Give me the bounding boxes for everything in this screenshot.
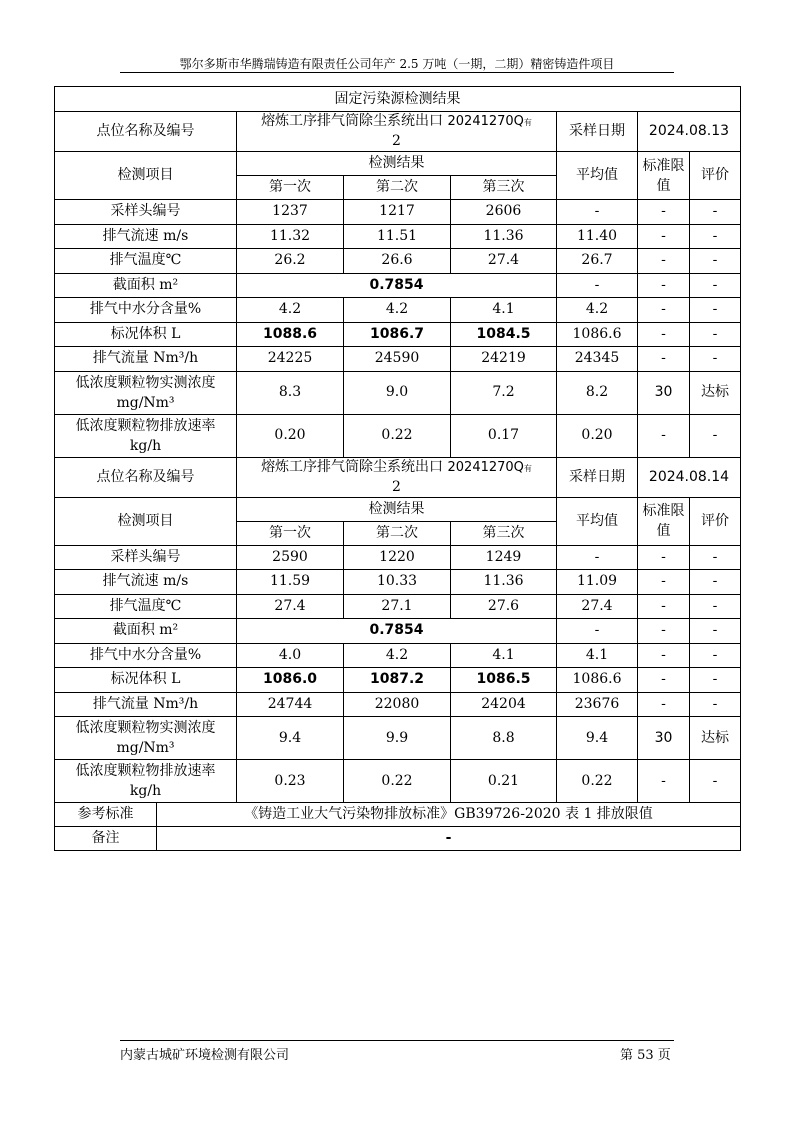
remarks-value: -	[157, 827, 741, 851]
value-eval: -	[690, 619, 741, 644]
row-label	[55, 668, 237, 693]
limit-header: 标准限值	[638, 497, 690, 545]
table-row	[55, 457, 741, 497]
value-third: 8.8	[451, 717, 557, 760]
value-average: -	[557, 619, 638, 644]
merged-value: 0.7854	[237, 273, 557, 298]
sample-date-label: 采样日期	[557, 457, 638, 497]
value-limit: -	[638, 298, 690, 323]
value-limit: -	[638, 545, 690, 570]
value-average: -	[557, 200, 638, 225]
row-label-text: 排气中水分含量%	[89, 301, 202, 318]
table-row	[55, 717, 741, 760]
value-second: 4.2	[344, 298, 451, 323]
value-first: 24225	[237, 347, 344, 372]
value-third: 4.1	[451, 643, 557, 668]
row-label	[55, 414, 237, 457]
row-label-text: 排气温度℃	[109, 597, 182, 614]
item-header: 检测项目	[55, 152, 237, 200]
value-third: 2606	[451, 200, 557, 225]
limit-header: 标准限值	[638, 152, 690, 200]
value-limit: -	[638, 594, 690, 619]
first-header: 第一次	[237, 176, 344, 200]
value-first: 24744	[237, 692, 344, 717]
row-label	[55, 224, 237, 249]
value-average: 0.20	[557, 414, 638, 457]
value-first: 26.2	[237, 249, 344, 274]
value-second: 11.51	[344, 224, 451, 249]
value-limit: -	[638, 347, 690, 372]
value-limit: -	[638, 273, 690, 298]
row-label-text: 采样头编号	[110, 203, 181, 220]
table-row	[55, 371, 741, 414]
eval-header: 评价	[690, 152, 741, 200]
row-label	[55, 717, 237, 760]
value-second: 9.0	[344, 371, 451, 414]
value-third: 11.36	[451, 224, 557, 249]
remarks-label: 备注	[55, 827, 157, 851]
third-header: 第三次	[451, 176, 557, 200]
row-label	[55, 643, 237, 668]
value-eval: -	[690, 322, 741, 347]
value-average: 8.2	[557, 371, 638, 414]
location-main: 熔炼工序排气筒除尘系统出口	[261, 458, 448, 475]
value-second: 1087.2	[344, 668, 451, 693]
table-row	[55, 803, 741, 827]
third-header: 第三次	[451, 521, 557, 545]
avg-header: 平均值	[557, 497, 638, 545]
value-second: 10.33	[344, 570, 451, 595]
location-label: 点位名称及编号	[55, 112, 237, 152]
value-first: 1088.6	[237, 322, 344, 347]
value-eval: -	[690, 224, 741, 249]
value-average: 23676	[557, 692, 638, 717]
value-limit: -	[638, 224, 690, 249]
value-first: 1086.0	[237, 668, 344, 693]
location-main: 熔炼工序排气筒除尘系统出口	[261, 113, 448, 129]
row-label-text: 标况体积 L	[110, 325, 181, 342]
second-header: 第二次	[344, 176, 451, 200]
table-row	[55, 249, 741, 274]
sample-date-label: 采样日期	[557, 112, 638, 152]
row-label-text: 截面积 m²	[112, 276, 179, 293]
value-third: 1086.5	[451, 668, 557, 693]
row-label-text: 排气温度℃	[109, 252, 182, 269]
value-third: 0.21	[451, 760, 557, 803]
footer-company: 内蒙古城矿环境检测有限公司	[120, 1048, 290, 1063]
value-limit: -	[638, 643, 690, 668]
document-header-title: 鄂尔多斯市华腾瑞铸造有限责任公司年产 2.5 万吨（一期，二期）精密铸造件项目	[179, 57, 615, 71]
location-code: 20241270Q	[447, 114, 524, 129]
value-eval: -	[690, 594, 741, 619]
table-row	[55, 497, 741, 521]
row-label	[55, 760, 237, 803]
value-limit: -	[638, 249, 690, 274]
row-label-unit: kg/h	[129, 783, 162, 799]
value-eval: -	[690, 545, 741, 570]
table-row	[55, 414, 741, 457]
row-label	[55, 545, 237, 570]
merged-value: 0.7854	[237, 619, 557, 644]
value-first: 0.23	[237, 760, 344, 803]
value-eval: -	[690, 668, 741, 693]
avg-header: 平均值	[557, 152, 638, 200]
value-limit: -	[638, 692, 690, 717]
value-third: 1249	[451, 545, 557, 570]
value-second: 24590	[344, 347, 451, 372]
value-first: 11.32	[237, 224, 344, 249]
row-label-text: 排气中水分含量%	[89, 646, 202, 663]
location-sub: 有	[523, 118, 532, 127]
value-second: 1086.7	[344, 322, 451, 347]
row-label	[55, 322, 237, 347]
value-average: 11.09	[557, 570, 638, 595]
row-label-unit: mg/Nm³	[116, 740, 175, 756]
value-first: 27.4	[237, 594, 344, 619]
sample-date-value: 2024.08.13	[638, 112, 741, 152]
table-row	[55, 322, 741, 347]
value-third: 0.17	[451, 414, 557, 457]
row-label-text: 低浓度颗粒物排放速率	[75, 417, 216, 434]
value-average: 26.7	[557, 249, 638, 274]
value-average: 9.4	[557, 717, 638, 760]
value-average: 4.1	[557, 643, 638, 668]
value-average: 27.4	[557, 594, 638, 619]
row-label	[55, 594, 237, 619]
value-second: 26.6	[344, 249, 451, 274]
value-limit: -	[638, 414, 690, 457]
value-second: 0.22	[344, 414, 451, 457]
results-header: 检测结果	[237, 152, 557, 176]
results-header: 检测结果	[237, 497, 557, 521]
value-first: 11.59	[237, 570, 344, 595]
value-eval: 达标	[690, 371, 741, 414]
value-average: -	[557, 273, 638, 298]
value-eval: -	[690, 249, 741, 274]
value-first: 9.4	[237, 717, 344, 760]
value-limit: -	[638, 322, 690, 347]
row-label-text: 低浓度颗粒物实测浓度	[75, 374, 216, 391]
value-second: 1220	[344, 545, 451, 570]
value-average: 1086.6	[557, 668, 638, 693]
row-label	[55, 347, 237, 372]
row-label-text: 排气流量 Nm³/h	[92, 350, 199, 367]
value-third: 24219	[451, 347, 557, 372]
table-row	[55, 273, 741, 298]
row-label-text: 排气流速 m/s	[102, 227, 189, 244]
table-row	[55, 152, 741, 176]
value-limit: -	[638, 570, 690, 595]
row-label-text: 低浓度颗粒物排放速率	[75, 763, 216, 779]
value-average: 24345	[557, 347, 638, 372]
value-second: 22080	[344, 692, 451, 717]
value-eval: 达标	[690, 717, 741, 760]
value-second: 27.1	[344, 594, 451, 619]
value-first: 2590	[237, 545, 344, 570]
value-eval: -	[690, 347, 741, 372]
sample-date-value: 2024.08.14	[638, 457, 741, 497]
value-second: 4.2	[344, 643, 451, 668]
value-limit: -	[638, 760, 690, 803]
location-code: 20241270Q	[447, 459, 524, 475]
table-row	[55, 619, 741, 644]
value-third: 1084.5	[451, 322, 557, 347]
value-third: 11.36	[451, 570, 557, 595]
table-title: 固定污染源检测结果	[55, 87, 741, 112]
location-tail: 2	[392, 133, 401, 149]
value-first: 1237	[237, 200, 344, 225]
table-row	[55, 200, 741, 225]
footer-rule	[120, 1040, 674, 1041]
row-label	[55, 249, 237, 274]
eval-header: 评价	[690, 497, 741, 545]
header-rule	[120, 72, 674, 73]
value-limit: -	[638, 668, 690, 693]
value-third: 7.2	[451, 371, 557, 414]
table-row	[55, 224, 741, 249]
value-eval: -	[690, 760, 741, 803]
row-label	[55, 273, 237, 298]
value-average: 11.40	[557, 224, 638, 249]
value-eval: -	[690, 570, 741, 595]
row-label	[55, 200, 237, 225]
value-limit: -	[638, 200, 690, 225]
item-header: 检测项目	[55, 497, 237, 545]
value-third: 24204	[451, 692, 557, 717]
table-row	[55, 570, 741, 595]
row-label-text: 采样头编号	[110, 548, 181, 565]
value-eval: -	[690, 273, 741, 298]
row-label-unit: mg/Nm³	[116, 394, 175, 411]
row-label	[55, 570, 237, 595]
row-label-text: 截面积 m²	[112, 622, 179, 639]
first-header: 第一次	[237, 521, 344, 545]
value-second: 9.9	[344, 717, 451, 760]
row-label-text: 低浓度颗粒物实测浓度	[75, 720, 216, 736]
location-value	[237, 457, 557, 497]
row-label-text: 标况体积 L	[110, 671, 181, 688]
emission-results-table	[54, 86, 741, 851]
value-limit: 30	[638, 717, 690, 760]
location-sub: 有	[523, 463, 532, 473]
value-eval: -	[690, 200, 741, 225]
second-header: 第二次	[344, 521, 451, 545]
value-limit: 30	[638, 371, 690, 414]
table-row	[55, 298, 741, 323]
table-row	[55, 347, 741, 372]
value-third: 27.4	[451, 249, 557, 274]
reference-label: 参考标准	[55, 803, 157, 827]
table-row	[55, 668, 741, 693]
location-tail: 2	[392, 478, 401, 495]
row-label	[55, 371, 237, 414]
row-label	[55, 619, 237, 644]
row-label-text: 排气流量 Nm³/h	[92, 695, 199, 712]
table-row	[55, 112, 741, 152]
table-row	[55, 760, 741, 803]
table-row	[55, 545, 741, 570]
table-row	[55, 594, 741, 619]
row-label-text: 排气流速 m/s	[102, 573, 189, 590]
value-third: 27.6	[451, 594, 557, 619]
value-second: 0.22	[344, 760, 451, 803]
value-second: 1217	[344, 200, 451, 225]
value-eval: -	[690, 298, 741, 323]
value-third: 4.1	[451, 298, 557, 323]
value-eval: -	[690, 643, 741, 668]
table-row	[55, 643, 741, 668]
row-label	[55, 298, 237, 323]
value-first: 0.20	[237, 414, 344, 457]
value-average: 4.2	[557, 298, 638, 323]
reference-value: 《铸造工业大气污染物排放标准》GB39726-2020 表 1 排放限值	[157, 803, 741, 827]
value-average: 0.22	[557, 760, 638, 803]
value-first: 4.2	[237, 298, 344, 323]
value-eval: -	[690, 414, 741, 457]
location-label: 点位名称及编号	[55, 457, 237, 497]
table-row	[55, 827, 741, 851]
row-label-unit: kg/h	[129, 437, 162, 454]
row-label	[55, 692, 237, 717]
value-average: 1086.6	[557, 322, 638, 347]
footer-page-number: 第 53 页	[620, 1048, 671, 1063]
value-first: 4.0	[237, 643, 344, 668]
location-value	[237, 112, 557, 152]
value-first: 8.3	[237, 371, 344, 414]
table-row	[55, 692, 741, 717]
value-average: -	[557, 545, 638, 570]
value-limit: -	[638, 619, 690, 644]
value-eval: -	[690, 692, 741, 717]
